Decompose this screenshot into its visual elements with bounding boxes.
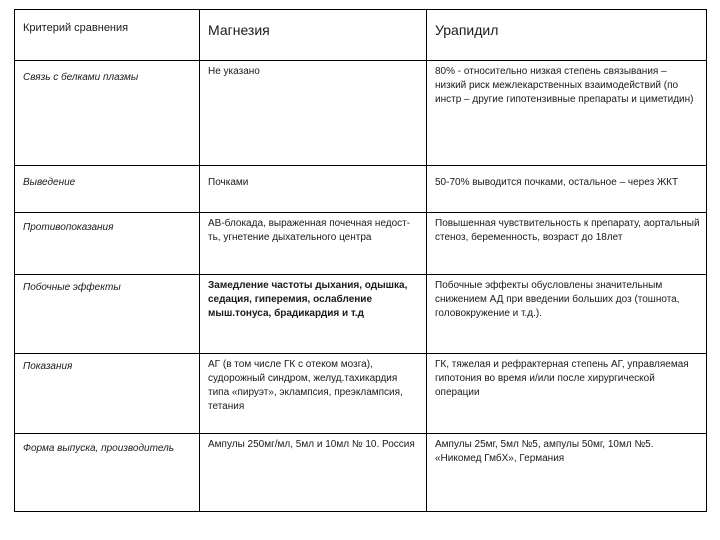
- magnesia-cell: Не указано: [200, 61, 427, 166]
- urapidil-cell: 50-70% выводится почками, остальное – через ЖКТ: [427, 166, 707, 213]
- table-row: [15, 213, 707, 275]
- table-row: [15, 61, 707, 166]
- magnesia-cell: Почками: [200, 166, 427, 213]
- urapidil-cell: Повышенная чувствительность к препарату, аортальный стеноз, беременность, возраст до 18лет: [427, 213, 707, 275]
- criterion-cell: Связь с белками плазмы: [15, 61, 200, 166]
- urapidil-cell: Ампулы 25мг, 5мл №5, ампулы 50мг, 10мл №5. «Никомед ГмбХ», Германия: [427, 434, 707, 512]
- magnesia-cell: АВ-блокада, выраженная почечная недост-ть, угнетение дыхательного центра: [200, 213, 427, 275]
- table-row: [15, 434, 707, 512]
- magnesia-cell: Замедление частоты дыхания, одышка, седация, гиперемия, ослабление мыш.тонуса, брадикардия и т.д: [200, 275, 427, 354]
- table-header-row: [15, 10, 707, 61]
- criterion-cell: Выведение: [15, 166, 200, 213]
- table-row: [15, 275, 707, 354]
- criterion-cell: Форма выпуска, производитель: [15, 434, 200, 512]
- header-urapidil: Урапидил: [427, 10, 707, 61]
- header-criterion: Критерий сравнения: [15, 10, 200, 61]
- urapidil-cell: ГК, тяжелая и рефрактерная степень АГ, управляемая гипотония во время и/или после хирургической операции: [427, 354, 707, 434]
- urapidil-cell: Побочные эффекты обусловлены значительным снижением АД при введении больших доз (тошнота, головокружение и т.д.).: [427, 275, 707, 354]
- table-row: [15, 354, 707, 434]
- table-row: [15, 166, 707, 213]
- criterion-cell: Показания: [15, 354, 200, 434]
- magnesia-cell: АГ (в том числе ГК с отеком мозга), судорожный синдром, желуд.тахикардия типа «пируэт», эклампсия, преэклампсия, тетания: [200, 354, 427, 434]
- urapidil-cell: 80% - относительно низкая степень связывания – низкий риск межлекарственных взаимодействий (по инстр – другие гипотензивные препараты и циметидин): [427, 61, 707, 166]
- criterion-cell: Побочные эффекты: [15, 275, 200, 354]
- header-magnesia: Магнезия: [200, 10, 427, 61]
- comparison-table: [14, 9, 707, 512]
- magnesia-cell: Ампулы 250мг/мл, 5мл и 10мл № 10. Россия: [200, 434, 427, 512]
- criterion-cell: Противопоказания: [15, 213, 200, 275]
